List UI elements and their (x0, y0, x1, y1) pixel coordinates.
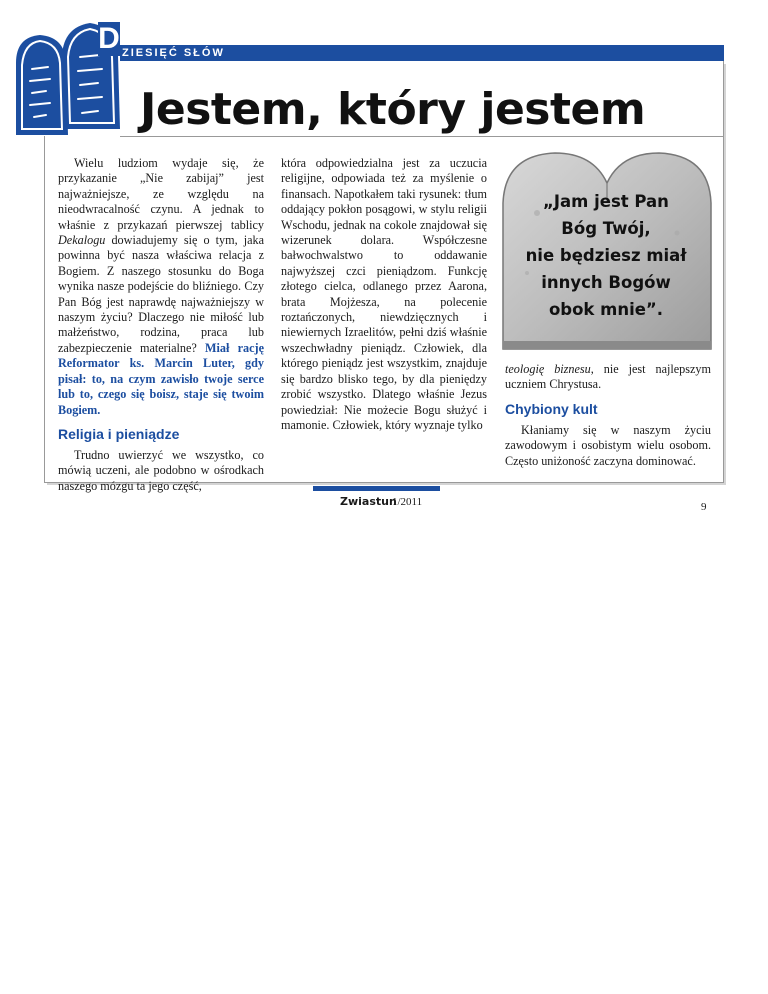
page-number: 9 (701, 501, 707, 513)
paragraph: teologię biznesu, nie jest najlepszym uczniem Chrystusa. (505, 362, 711, 392)
text-column-3 (505, 362, 711, 469)
frame-left-border (44, 136, 45, 483)
section-initial: D (98, 22, 120, 55)
text-column-1 (58, 156, 264, 494)
section-heading: Chybiony kult (505, 400, 598, 417)
section-heading: Religia i pieniądze (58, 425, 180, 442)
paragraph: Wielu ludziom wydaje się, że przykazanie „Nie zabijaj” jest najważniejsze, ze względu na nieodwracalność czynu. A jednak to właśnie z przykazań pierwszej tablicy Dekalogu dowiadujemy się o tym, jaka powinna być nasza właściwa relacja z Bogiem. Z naszego stosunku do Boga wynika nasze podejście do bliźniego. Czy Pan Bóg jest naprawdę najważniejszy w naszym życiu? Dlaczego nie miłość lub małżeństwo, rodzina, praca lub zabezpieczenie materialne? Miał rację Reformator ks. Marcin Luter, gdy pisał: to, na czym zawisło twoje serce lub to, czego się boisz, staje się twoim Bogiem. (58, 156, 265, 417)
footer-bar (313, 486, 440, 491)
frame-top-border (120, 136, 724, 137)
tablet-quote: „Jam jest Pan Bóg Twój, nie będziesz miał innych Bogów obok mnie”. (525, 192, 687, 319)
magazine-name: Zwiastun (340, 495, 397, 508)
paragraph: Trudno uwierzyć we wszystko, co mówią uczeni, ale podobno w ośrodkach naszego mózgu ta jego część, (58, 447, 264, 493)
highlighted-quote: Miał rację Reformator ks. Marcin Luter, gdy pisał: to, na czym zawisło twoje serce lub to, czego się boisz, staje się twoim Bogiem. (58, 340, 265, 417)
article-title: Jestem, który jestem (140, 84, 646, 135)
section-label: ZIESIĘĆ SŁÓW (122, 47, 225, 59)
text-column-2 (281, 156, 487, 433)
paragraph: Kłaniamy się w naszym życiu zawodowym i osobistym wielu osobom. Często uniżoność zaczyna dominować. (505, 422, 711, 468)
frame-shadow (724, 64, 726, 485)
issue-number: 1/2011 (392, 496, 423, 508)
paragraph: która odpowiedzialna jest za uczucia religijne, odpowiada też za myślenie o finansach. Napotkałem taki rysunek: tłum oddający pokłon posągowi, w stylu religii Wschodu, jednak na cokole znajdował się wizerunek dolara. Współczesne bałwochwalstwo to oddawanie najwyższej czci pieniądzom. Funkcję złotego cielca, odlanego przez Aarona, brata Mojżesza, na polecenie roztańczonych, niewdzięcznych i niewiernych Izraelitów, pełni dziś właśnie wszechwładny pieniądz. Człowiek, dla którego pieniądz jest wszystkim, znajduje się bardzo blisko tego, by dla pieniędzy zrobić wszystko. Dlatego właśnie Jezus powiedział: Nie możecie Bogu służyć i mamonie. Człowiek, który wyznaje tylko (281, 156, 487, 432)
